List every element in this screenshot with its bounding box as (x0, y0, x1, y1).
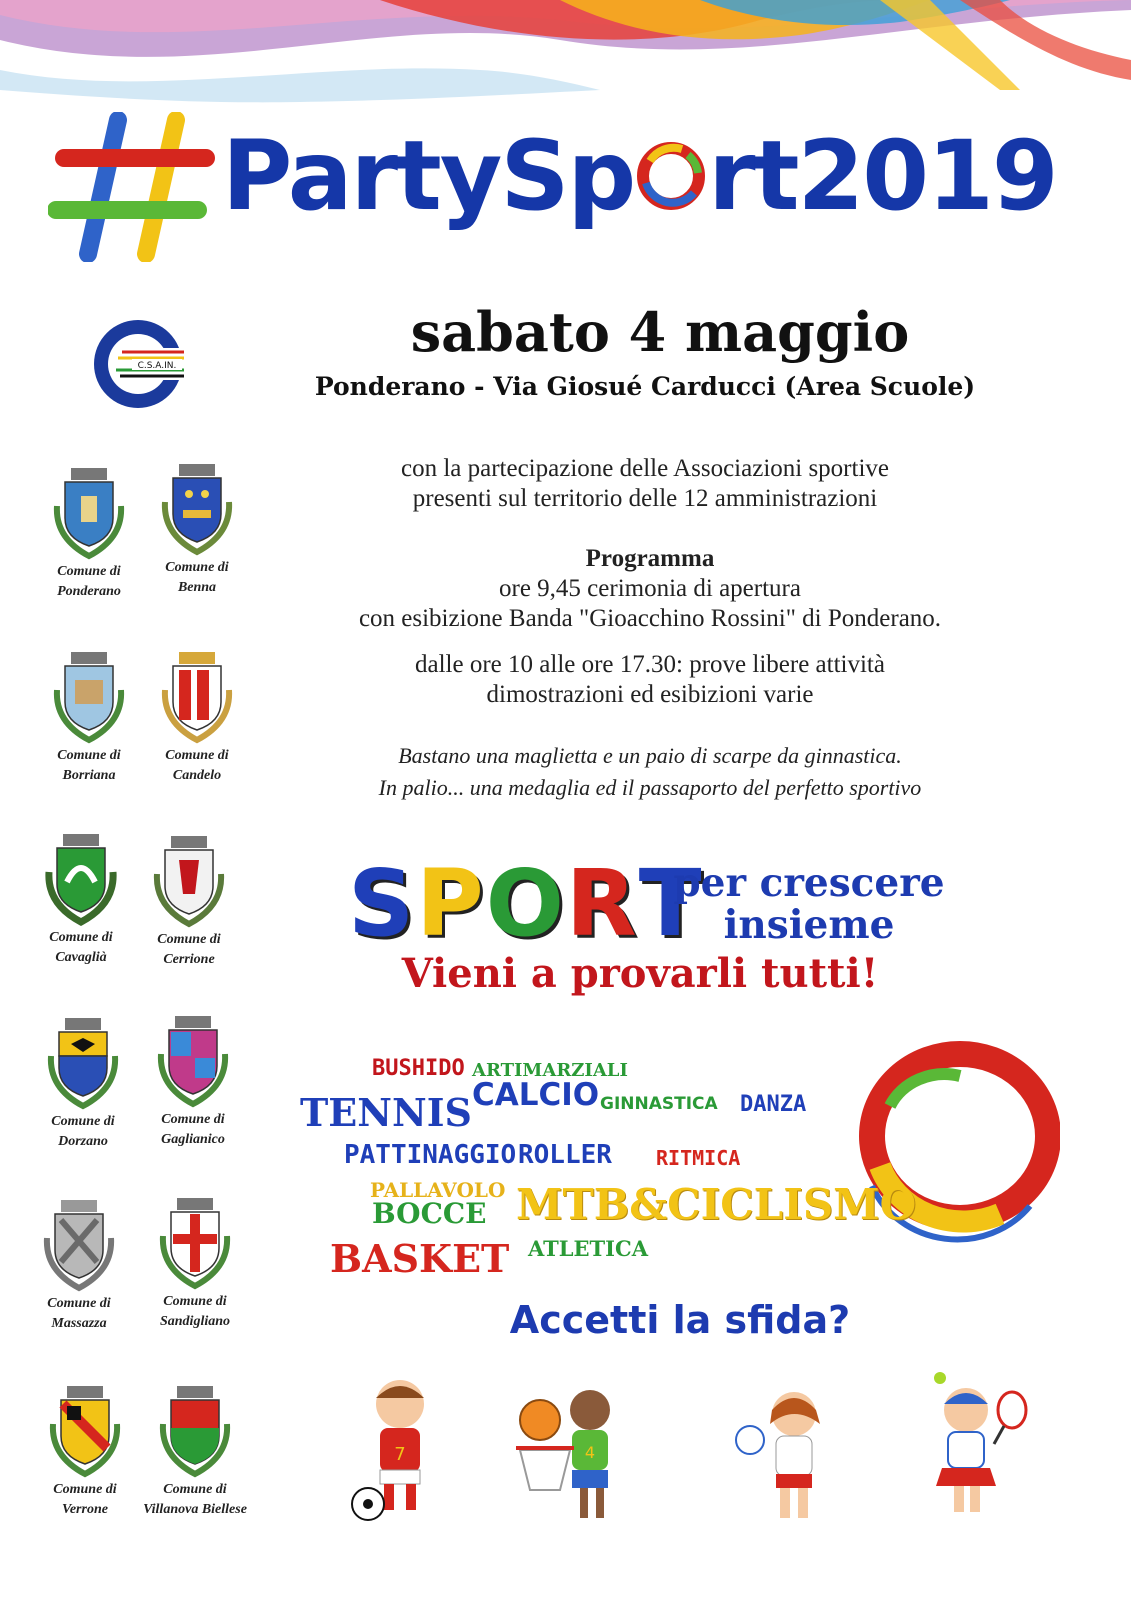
crest-label-line-2: Ponderano (57, 584, 121, 599)
tennis-kid-illustration (900, 1370, 1040, 1520)
intro-text (345, 454, 945, 514)
sport-letter-r: R (565, 850, 639, 957)
csain-logo-text: C.S.A.IN. (137, 361, 177, 371)
intro-line-1: con la partecipazione delle Associazioni sportive (400, 455, 889, 482)
activity-ritmica: RITMICA (656, 1146, 741, 1170)
slogan-text (664, 862, 954, 946)
crest-label-line-1: Comune di (57, 564, 121, 579)
crest-label-line-2: Gaglianico (161, 1132, 225, 1147)
coat-of-arms-icon (155, 1196, 235, 1292)
note-line-1: Bastano una maglietta e un paio di scarpe da ginnastica. (398, 743, 902, 768)
ring-o-icon (634, 139, 708, 213)
coat-of-arms-icon (41, 832, 121, 928)
crest-label-line-2: Verrone (62, 1502, 108, 1517)
crest-sandigliano (140, 1196, 250, 1332)
activity-ginnastica: GINNASTICA (600, 1094, 718, 1114)
sport-letter-s: S (348, 850, 417, 957)
crest-label-line-2: Cavaglià (55, 950, 107, 965)
crest-label-line-1: Comune di (53, 1482, 117, 1497)
crest-cavaglia (26, 832, 136, 968)
crest-label-line-2: Massazza (51, 1316, 107, 1331)
crest-candelo (142, 650, 252, 786)
programme-heading: Programma (585, 545, 715, 572)
title-part-2: rt2019 (708, 120, 1057, 232)
crest-label-line-1: Comune di (163, 1294, 227, 1309)
coat-of-arms-icon (43, 1016, 123, 1112)
crest-label-line-2: Cerrione (163, 952, 215, 967)
crest-label-line-1: Comune di (161, 1112, 225, 1127)
crest-label-line-1: Comune di (51, 1114, 115, 1129)
slogan-line-1: per crescere (673, 860, 945, 906)
svg-text:7: 7 (394, 1444, 406, 1465)
event-title (222, 120, 1057, 232)
title-part-1: PartySp (222, 120, 635, 232)
activity-roller: ROLLER (518, 1140, 612, 1170)
coat-of-arms-icon (49, 650, 129, 746)
coat-of-arms-icon (39, 1198, 119, 1294)
intro-line-2: presenti sul territorio delle 12 amministrazioni (412, 485, 878, 512)
programme-line-1: ore 9,45 cerimonia di apertura (499, 575, 801, 602)
challenge-text: Accetti la sfida? (509, 1298, 851, 1342)
activity-bushido: BUSHIDO (372, 1056, 465, 1081)
call-to-action: Vieni a provarli tutti! (401, 950, 879, 997)
activity-pallavolo: PALLAVOLO (370, 1178, 506, 1202)
crest-borriana (34, 650, 144, 786)
crest-ponderano (34, 466, 144, 602)
crest-label-line-2: Villanova Biellese (143, 1502, 247, 1517)
activity-bocce: BOCCE (372, 1197, 487, 1230)
programme-block (330, 544, 970, 634)
programme-times (330, 650, 970, 710)
crest-label-line-1: Comune di (157, 932, 221, 947)
activity-pattinaggio: PATTINAGGIO (344, 1140, 517, 1170)
coat-of-arms-icon (149, 834, 229, 930)
crest-label-line-2: Borriana (62, 768, 116, 783)
volleyball-kid-illustration (720, 1384, 860, 1534)
basketball-kid-illustration (510, 1380, 650, 1530)
coat-of-arms-icon (155, 1384, 235, 1480)
crest-label-line-1: Comune di (57, 748, 121, 763)
crest-label-line-2: Sandigliano (159, 1314, 231, 1329)
note-line-2: In palio... una medaglia ed il passaporto del perfetto sportivo (378, 775, 922, 800)
activity-atletica: ATLETICA (528, 1236, 649, 1261)
crest-label-line-1: Comune di (47, 1296, 111, 1311)
programme-line-2: con esibizione Banda "Gioacchino Rossini" di Ponderano. (358, 605, 942, 632)
coat-of-arms-icon (157, 462, 237, 558)
crest-benna (142, 462, 252, 598)
crest-dorzano (28, 1016, 138, 1152)
coat-of-arms-icon (157, 650, 237, 746)
crest-label-line-1: Comune di (49, 930, 113, 945)
activity-artimarziali: ARTIMARZIALI (472, 1060, 628, 1081)
note-block (330, 740, 970, 804)
header-swirl-decoration (0, 0, 1131, 110)
coat-of-arms-icon (153, 1014, 233, 1110)
crest-label-line-2: Dorzano (58, 1134, 108, 1149)
crest-label-line-2: Benna (177, 580, 217, 595)
programme-line-4: dimostrazioni ed esibizioni varie (486, 681, 814, 708)
sport-heading (348, 850, 704, 957)
activity-danza: DANZA (740, 1092, 807, 1117)
csain-logo (92, 318, 184, 410)
activity-tennis: TENNIS (300, 1090, 472, 1135)
hashtag-logo-icon (48, 112, 218, 262)
event-venue: Ponderano - Via Giosué Carducci (Area Scuole) (314, 372, 976, 401)
slogan-line-2: insieme (723, 902, 895, 948)
soccer-kid-illustration (330, 1374, 470, 1524)
sport-letter-t: T (638, 850, 704, 957)
svg-text:4: 4 (584, 1443, 596, 1462)
crest-massazza (24, 1198, 134, 1334)
crest-gaglianico (138, 1014, 248, 1150)
crest-label-line-2: Candelo (172, 768, 222, 783)
crest-verrone (30, 1384, 140, 1520)
programme-line-3: dalle ore 10 alle ore 17.30: prove libere attività (415, 651, 885, 678)
crest-label-line-1: Comune di (165, 748, 229, 763)
sport-letter-p: P (416, 850, 486, 957)
crest-label-line-1: Comune di (165, 560, 229, 575)
activity-mtb-ciclismo: MTB&CICLISMO (516, 1180, 917, 1229)
event-date: sabato 4 maggio (410, 300, 910, 364)
coat-of-arms-icon (49, 466, 129, 562)
crest-label-line-1: Comune di (163, 1482, 227, 1497)
activity-calcio: CALCIO (472, 1077, 600, 1113)
sport-letter-o: O (485, 850, 566, 957)
activity-basket: BASKET (330, 1236, 510, 1281)
coat-of-arms-icon (45, 1384, 125, 1480)
crest-cerrione (134, 834, 244, 970)
crest-villanova-biellese (140, 1384, 250, 1520)
